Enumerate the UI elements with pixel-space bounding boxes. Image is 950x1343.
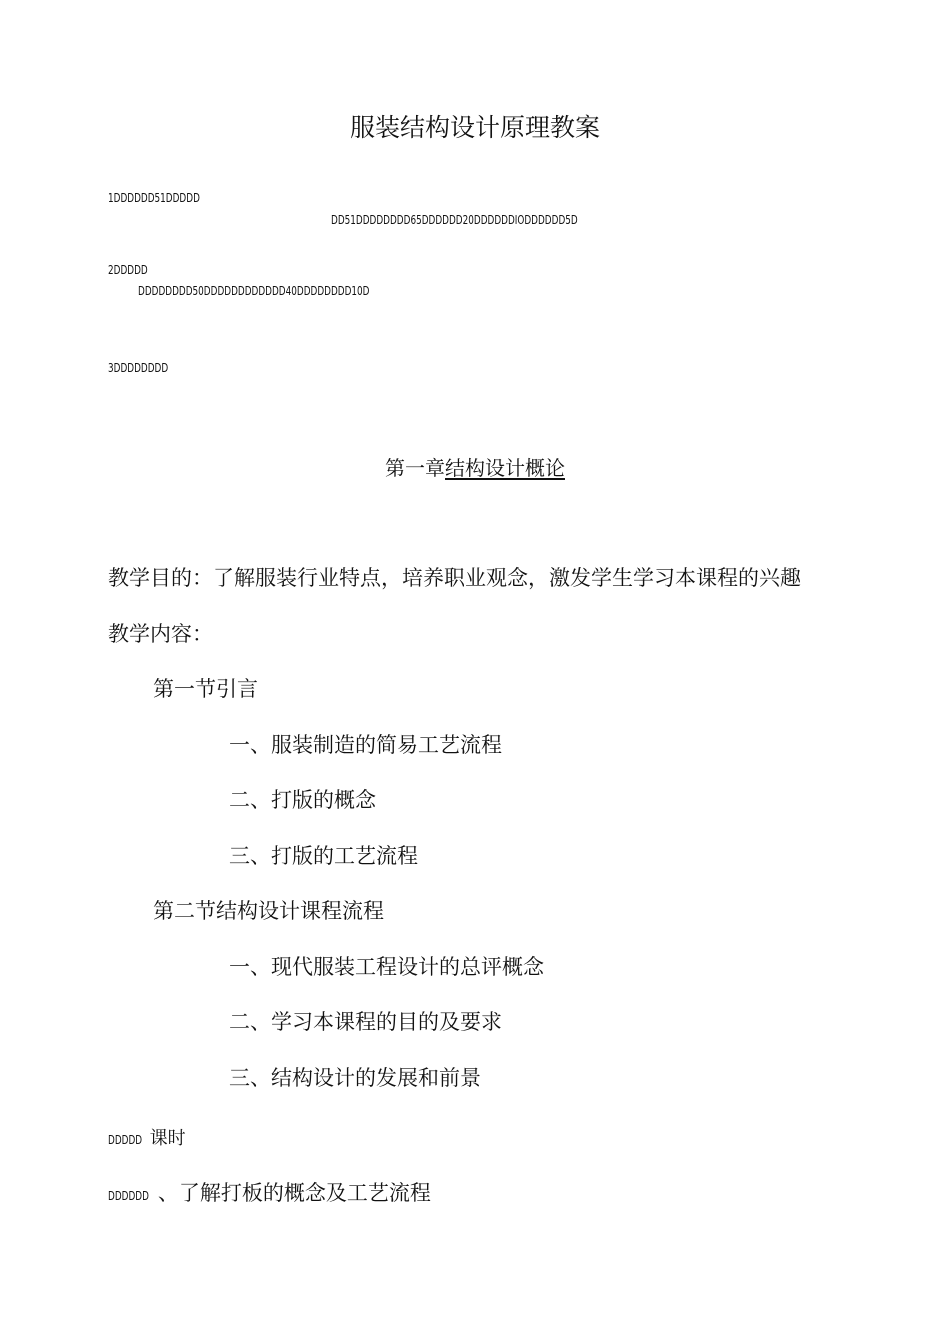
- teaching-content-label: 教学内容：: [108, 622, 213, 646]
- class-hours-line: [108, 1124, 186, 1150]
- section-2-heading: 第二节结构设计课程流程: [153, 899, 384, 923]
- meta-line-4: DDDDDDDD50DDDDDDDDDDDD40DDDDDDDD10D: [138, 284, 370, 298]
- section-2-item-3: 三、结构设计的发展和前景: [229, 1066, 481, 1090]
- section-1-item-1: 一、服装制造的简易工艺流程: [229, 733, 502, 757]
- chapter-heading: [0, 452, 950, 481]
- section-1-item-3: 三、打版的工艺流程: [229, 844, 418, 868]
- section-2-item-1: 一、现代服装工程设计的总评概念: [229, 955, 544, 979]
- class-hours-text: 课时: [149, 1128, 186, 1149]
- chapter-prefix: 第一章: [385, 456, 445, 480]
- teaching-goal-prefix: DDDDDD: [108, 1189, 149, 1203]
- meta-line-1: 1DDDDDD51DDDDD: [108, 191, 200, 205]
- teaching-goal-text: 、了解打板的概念及工艺流程: [157, 1181, 431, 1205]
- meta-line-5: 3DDDDDDDD: [108, 361, 169, 375]
- chapter-title: 结构设计概论: [445, 456, 565, 480]
- meta-line-2: DD51DDDDDDDD65DDDDDD20DDDDDDIODDDDDD5D: [331, 213, 578, 227]
- section-1-heading: 第一节引言: [153, 677, 258, 701]
- section-2-item-2: 二、学习本课程的目的及要求: [229, 1010, 502, 1034]
- class-hours-prefix: DDDDD: [108, 1133, 143, 1147]
- document-title: 服装结构设计原理教案: [349, 113, 600, 142]
- section-1-item-2: 二、打版的概念: [229, 788, 376, 812]
- meta-line-3: 2DDDDD: [108, 263, 148, 277]
- teaching-objective: 教学目的：了解服装行业特点，培养职业观念，激发学生学习本课程的兴趣: [108, 566, 801, 590]
- teaching-goal-line: [108, 1177, 431, 1207]
